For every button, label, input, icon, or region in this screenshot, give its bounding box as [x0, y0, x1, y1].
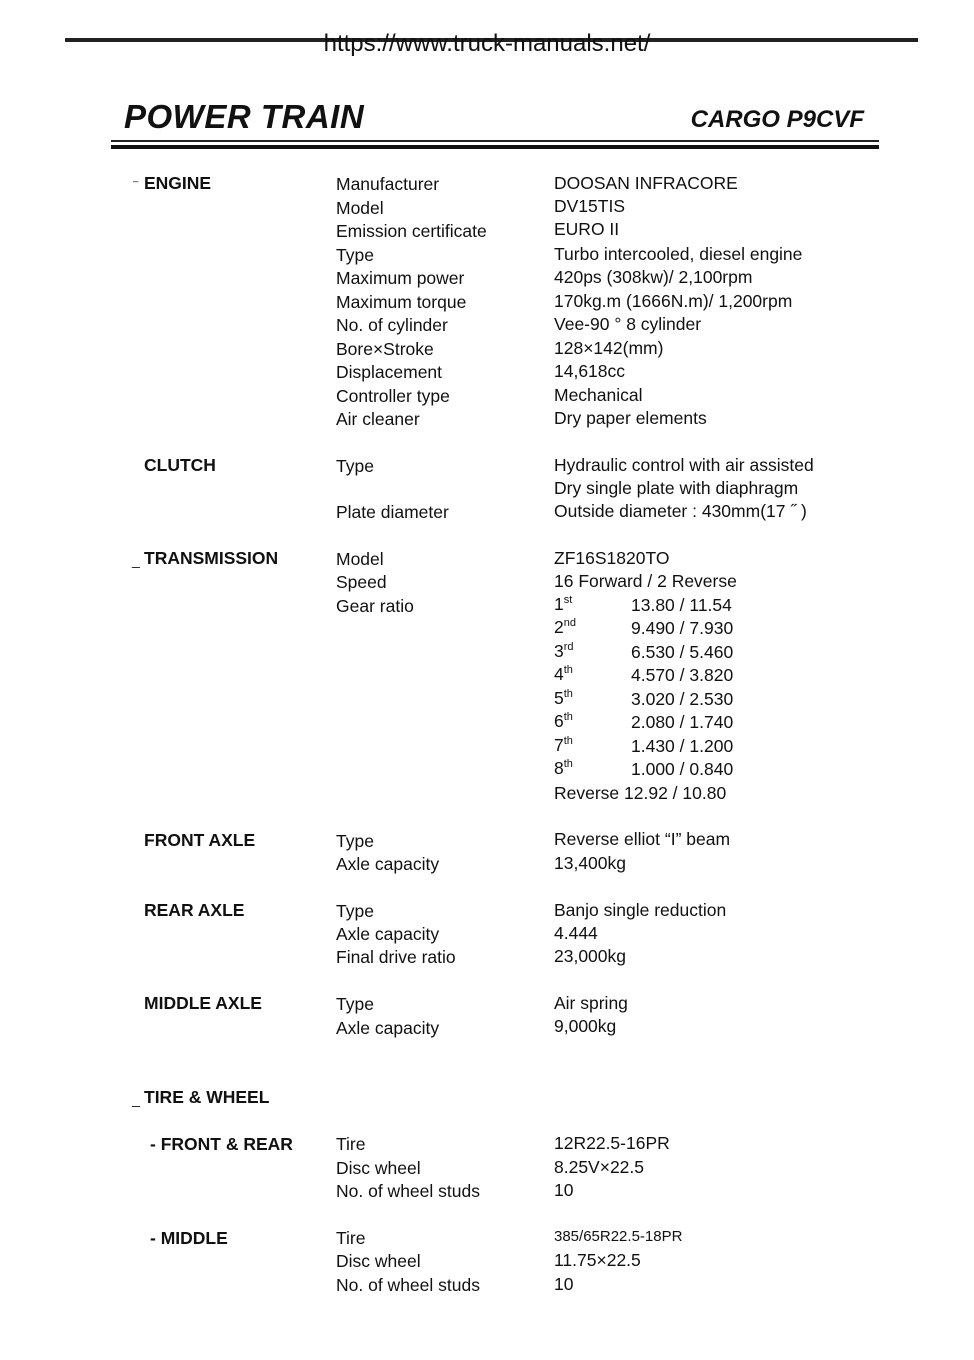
clutch-label: Plate diameter: [336, 502, 449, 522]
subsection-front-rear: - FRONT & REAR: [150, 1134, 293, 1154]
gear-number: 6th: [554, 711, 573, 731]
source-url: https://www.truck-manuals.net/: [323, 30, 651, 57]
transmission-value: ZF16S1820TO: [554, 548, 670, 568]
bullet-mark: _: [132, 1091, 140, 1107]
transmission-value: 16 Forward / 2 Reverse: [554, 571, 737, 591]
front-axle-label: Type: [336, 831, 374, 851]
gear-number: 2nd: [554, 617, 576, 637]
page-title: POWER TRAIN: [124, 98, 365, 135]
rear-axle-value: Banjo single reduction: [554, 900, 727, 920]
gear-number: 4th: [554, 664, 573, 684]
gear-number: 1st: [554, 594, 573, 614]
gear-ratio: 4.570 / 3.820: [631, 665, 734, 685]
tire-label: Disc wheel: [336, 1251, 421, 1271]
clutch-value: Outside diameter : 430mm(17 ˝ ): [554, 501, 807, 521]
section-tire-wheel: TIRE & WHEEL: [144, 1087, 270, 1107]
section-engine: ENGINE: [144, 173, 212, 193]
transmission-label: Speed: [336, 572, 387, 592]
tire-label: Tire: [336, 1134, 366, 1154]
tire-value: 8.25V×22.5: [554, 1157, 645, 1177]
tire-value: 12R22.5-16PR: [554, 1133, 670, 1153]
tire-value: 10: [554, 1274, 574, 1294]
engine-value: 170kg.m (1666N.m)/ 1,200rpm: [554, 291, 793, 311]
model-title: CARGO P9CVF: [690, 106, 864, 133]
engine-value: Mechanical: [554, 385, 643, 405]
clutch-value: Hydraulic control with air assisted: [554, 455, 814, 475]
gear-ratio: 3.020 / 2.530: [631, 689, 734, 709]
middle-axle-value: Air spring: [554, 993, 628, 1013]
subsection-middle: - MIDDLE: [150, 1228, 228, 1248]
gear-number: 5th: [554, 688, 573, 708]
reverse-ratio: Reverse 12.92 / 10.80: [554, 783, 727, 803]
engine-label: Air cleaner: [336, 409, 420, 429]
engine-label: No. of cylinder: [336, 315, 448, 335]
section-rear-axle: REAR AXLE: [144, 900, 245, 920]
tire-label: No. of wheel studs: [336, 1275, 480, 1295]
engine-value: Vee-90 ° 8 cylinder: [554, 314, 702, 334]
gear-number: 3rd: [554, 641, 574, 661]
rear-axle-value: 23,000kg: [554, 946, 627, 966]
transmission-label: Model: [336, 549, 384, 569]
engine-label: Type: [336, 245, 374, 265]
engine-value: EURO II: [554, 219, 620, 239]
engine-value: 14,618cc: [554, 361, 626, 381]
engine-value: Turbo intercooled, diesel engine: [554, 244, 803, 264]
middle-axle-label: Type: [336, 994, 374, 1014]
engine-value: 128×142(mm): [554, 338, 664, 358]
engine-value: 420ps (308kw)/ 2,100rpm: [554, 267, 753, 287]
front-axle-value: Reverse elliot “I” beam: [554, 829, 731, 849]
middle-axle-label: Axle capacity: [336, 1018, 440, 1038]
front-axle-label: Axle capacity: [336, 854, 440, 874]
gear-ratio: 13.80 / 11.54: [631, 595, 732, 615]
engine-label: Maximum torque: [336, 292, 467, 312]
engine-label: Manufacturer: [336, 174, 440, 194]
engine-value: DOOSAN INFRACORE: [554, 173, 738, 193]
gear-ratio: 9.490 / 7.930: [631, 618, 734, 638]
gear-number: 8th: [554, 758, 573, 778]
engine-label: Controller type: [336, 386, 450, 406]
gear-ratio: 6.530 / 5.460: [631, 642, 734, 662]
tire-label: Disc wheel: [336, 1158, 421, 1178]
rear-axle-label: Axle capacity: [336, 924, 440, 944]
engine-label: Bore×Stroke: [336, 339, 434, 359]
rear-axle-label: Final drive ratio: [336, 947, 456, 967]
tire-value: 11.75×22.5: [554, 1250, 641, 1270]
engine-label: Displacement: [336, 362, 443, 382]
section-middle-axle: MIDDLE AXLE: [144, 993, 262, 1013]
transmission-label: Gear ratio: [336, 596, 414, 616]
front-axle-value: 13,400kg: [554, 853, 627, 873]
tire-value: 10: [554, 1180, 574, 1200]
tire-label: No. of wheel studs: [336, 1181, 480, 1201]
gear-ratio: 2.080 / 1.740: [631, 712, 734, 732]
engine-value: Dry paper elements: [554, 408, 707, 428]
tire-value: 385/65R22.5-18PR: [554, 1228, 683, 1245]
tire-label: Tire: [336, 1228, 366, 1248]
rear-axle-value: 4.444: [554, 923, 598, 943]
bullet-mark: ⁻: [132, 176, 140, 192]
header-rule-thick: [111, 145, 879, 149]
gear-number: 7th: [554, 735, 573, 755]
bullet-mark: _: [132, 552, 140, 568]
engine-label: Emission certificate: [336, 221, 487, 241]
gear-ratio: 1.430 / 1.200: [631, 736, 734, 756]
engine-label: Model: [336, 198, 384, 218]
rear-axle-label: Type: [336, 901, 374, 921]
engine-value: DV15TIS: [554, 196, 625, 216]
section-transmission: TRANSMISSION: [144, 548, 279, 568]
section-front-axle: FRONT AXLE: [144, 830, 256, 850]
engine-label: Maximum power: [336, 268, 465, 288]
middle-axle-value: 9,000kg: [554, 1016, 617, 1036]
gear-ratio: 1.000 / 0.840: [631, 759, 734, 779]
clutch-label: Type: [336, 456, 374, 476]
clutch-value: Dry single plate with diaphragm: [554, 478, 799, 498]
header-rule-thin: [111, 140, 879, 142]
section-clutch: CLUTCH: [144, 455, 216, 475]
